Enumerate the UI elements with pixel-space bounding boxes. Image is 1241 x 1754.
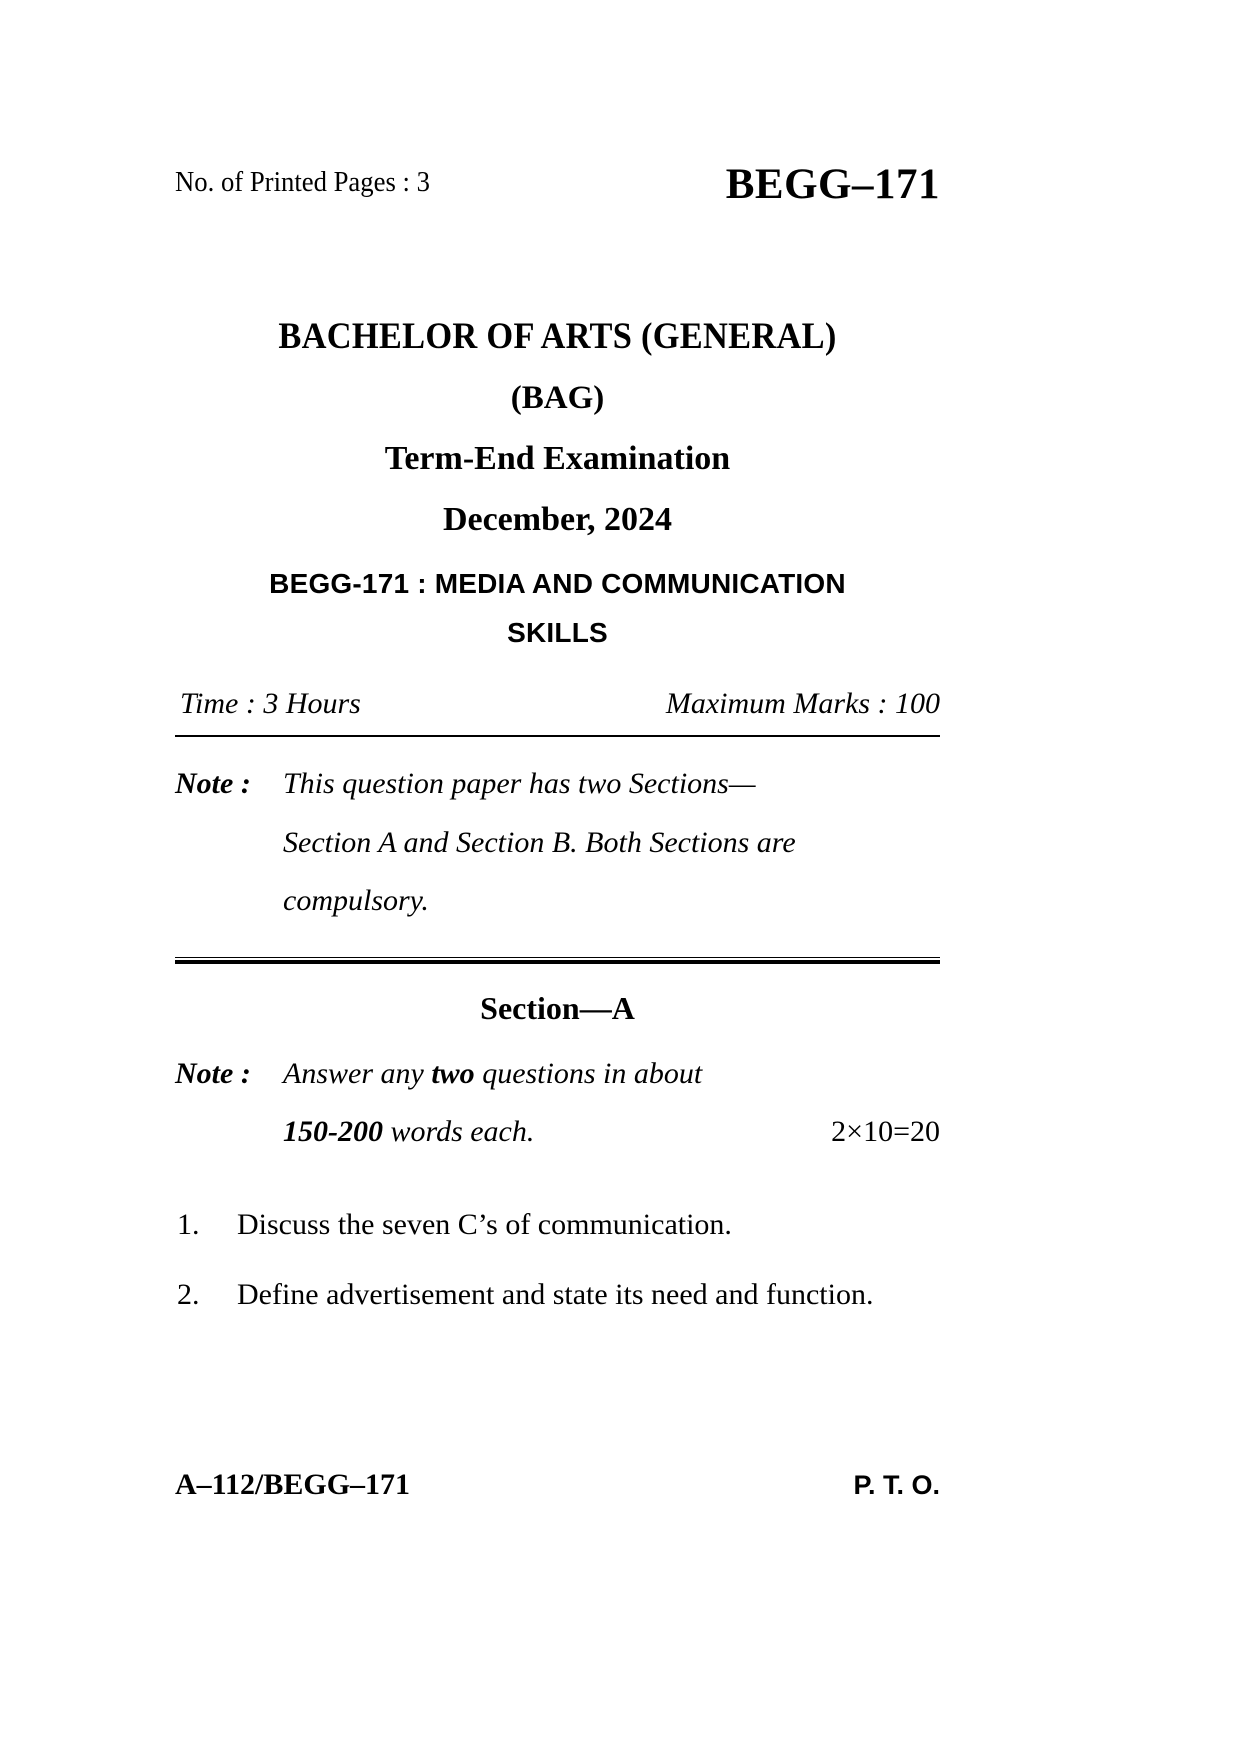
general-note-line-2: Section A and Section B. Both Sections are: [283, 825, 796, 859]
paper-id: A–112/BEGG–171: [175, 1468, 411, 1501]
general-note: [175, 755, 940, 931]
section-a-note-bold-range: 150-200: [283, 1115, 383, 1148]
page-footer: [175, 1468, 940, 1512]
question-number: 2.: [177, 1278, 200, 1311]
divider-rule-double: [175, 957, 940, 964]
printed-pages-label: No. of Printed Pages : 3: [175, 166, 430, 198]
section-a-note-text-after: words each.: [383, 1115, 535, 1148]
maximum-marks: Maximum Marks : 100: [665, 687, 940, 720]
divider-rule-single: [175, 735, 940, 737]
section-a-note-text-before: Answer any: [283, 1056, 432, 1090]
section-a-note-text-continued: [283, 1103, 940, 1162]
subject-title-line-1: BEGG-171 : MEDIA AND COMMUNICATION: [269, 568, 846, 599]
question-list: [175, 1196, 940, 1325]
section-a-note-text: [283, 1045, 940, 1104]
section-a-marks: 2×10=20: [831, 1115, 940, 1148]
subject-title-line-2: SKILLS: [507, 617, 608, 648]
subject-title: [175, 559, 940, 657]
section-a-note-text-middle: questions in about: [474, 1056, 703, 1090]
question-text: Define advertisement and state its need and function.: [237, 1278, 874, 1311]
general-note-line-1: This question paper has two Sections—: [283, 767, 756, 800]
section-a-note-bold-word: two: [431, 1056, 475, 1090]
question-item: [175, 1266, 940, 1325]
course-code: BEGG–171: [725, 161, 940, 208]
general-note-label: Note :: [175, 767, 251, 800]
question-number: 1.: [177, 1207, 200, 1241]
page-header: [175, 160, 940, 230]
program-title: BACHELOR OF ARTS (GENERAL): [278, 316, 837, 357]
section-a-heading: Section—A: [480, 989, 635, 1026]
examination-type: Term-End Examination: [384, 440, 731, 477]
section-a-note-label: Note :: [175, 1056, 251, 1090]
exam-duration: Time : 3 Hours: [180, 687, 361, 720]
question-text: Discuss the seven C’s of communication.: [237, 1207, 732, 1241]
section-a-note: [175, 1045, 940, 1162]
question-item: [175, 1196, 940, 1255]
exam-info-row: [175, 687, 940, 729]
page-turn-label: P. T. O.: [853, 1470, 940, 1500]
examination-session: December, 2024: [442, 501, 673, 538]
page-content: [175, 0, 940, 1337]
general-note-line-3: compulsory.: [283, 884, 429, 917]
title-block: [175, 318, 940, 657]
program-abbreviation: (BAG): [510, 380, 605, 416]
